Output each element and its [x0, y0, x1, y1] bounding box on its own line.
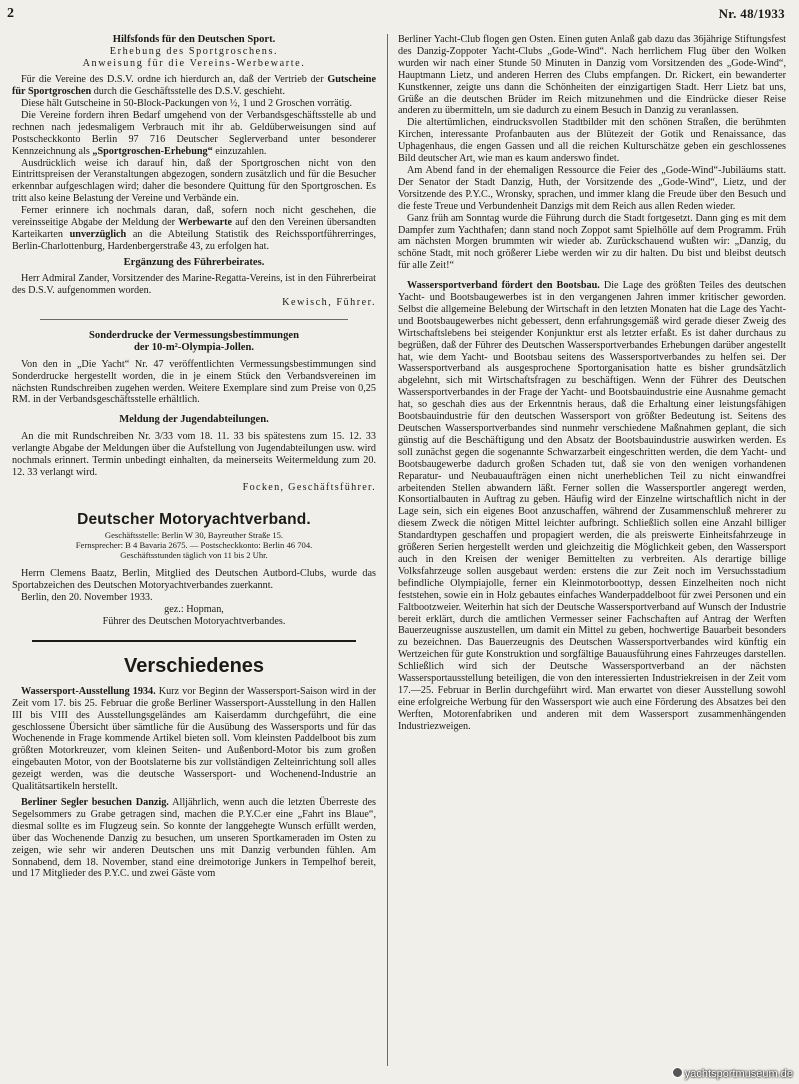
motoryacht-info: Geschäftsstunden täglich von 11 bis 2 Uhr.: [120, 550, 268, 561]
sonderdrucke-title-2: der 10-m²-Olympia-Jollen.: [133, 342, 255, 354]
motoryacht-info: Fernsprecher: B 4 Bavaria 2675. — Postscheckkonto: Berlin 46 704.: [75, 540, 313, 551]
issue-number: Nr. 48/1933: [718, 6, 785, 21]
sonderdrucke-paragraph: Von den in „Die Yacht“ Nr. 47 veröffentlichten Vermessungsbestimmungen sind Sonderdrucke hergestellt worden, die in je einem Stück den Verbandsvereinen im nächsten Rundschreiben zugehen werden. Weitere Exemplare sind zum Preise von 0,25 RM. in der Verbandsgeschäftsstelle erhältlich.: [12, 358, 376, 406]
danzig-paragraph: Die altertümlichen, eindrucksvollen Stadtbilder mit den schönen Straßen, die berühmten Kirchen, interessante Profanbauten aus der Blütezeit der Gotik und Renaissance, das Uphagenhaus, die engen Gassen und all die reichen Kulturschätze geben ein geschlossenes Bild deutscher Art, wie man es kaum anderswo findet.: [398, 117, 786, 165]
jugend-paragraph: An die mit Rundschreiben Nr. 3/33 vom 18. 11. 33 bis spätestens zum 15. 12. 33 verlangte Abgabe der Meldungen über die Aufstellung von Jugendabteilungen usw. wird nochmals erinnert. Termin unbedingt einhalten, da meinerseits Weitermeldung zum 20. 12. 33 verlangt wird.: [12, 430, 376, 478]
motoryacht-paragraph: Berlin, den 20. November 1933.: [21, 592, 153, 604]
hilfsfonds-subtitle-2: Anweisung für die Vereins-Werbewarte.: [82, 58, 306, 70]
hilfsfonds-section: [12, 34, 376, 253]
hilfsfonds-paragraph: Ausdrücklich weise ich darauf hin, daß der Sportgroschen nicht von den Eintrittspreisen der Veranstaltungen abgezogen, sondern zusätzlich und für die Besucher erkennbar aufgeschlagen wird; daher die besondere Quittung für den Sportgroschen. Es tritt also keine Belastung der Vereine und Verbände ein.: [12, 157, 376, 205]
hilfsfonds-paragraph: Für die Vereine des D.S.V. ordne ich hierdurch an, daß der Vertrieb der Gutscheine für Sportgroschen durch die Geschäftsstelle des D.S.V. geschieht.: [12, 74, 376, 98]
motoryacht-title: Deutscher Motoryachtverband.: [77, 511, 311, 529]
motoryacht-info: Geschäftsstelle: Berlin W 30, Bayreuther Straße 15.: [104, 530, 284, 541]
ausstellung-paragraph: Wassersport-Ausstellung 1934. Kurz vor Beginn der Wassersport-Saison wird in der Zeit vom 17. bis 25. Februar die große Berliner Wassersport-Ausstellung in den Hallen III bis VIII des Ausstellungsgeländes am Kaiserdamm durchgeführt, die eine geschlossene Übersicht über sämtliche für die Ausübung des Wassersports und für das Wochenende in Frage kommende Artikel bieten soll. Vom kleinsten Paddelboot bis zum größten Motorkreuzer, vom kleinen Seiten- und Außenbord-Motor bis zum großen eingebauten Motor, von der Bootslaterne bis zur vollständigen Zelteinrichtung soll alles gezeigt werden, was die deutsche Wassersport- und Wochenend-Industrie an Qualitätsartikeln herstellt.: [12, 685, 376, 793]
danzig-paragraph: Berliner Yacht-Club flogen gen Osten. Einen guten Anlaß gab dazu das 36jährige Stiftungsfest des Danzig-Zoppoter Yacht-Clubs „Gode-Wind“. Nach herrlichem Flug über den Wolken wurden wir nach einer Stunde 50 Minuten in Danzig vom Vorsitzenden des „Gode-Wind“, Hauptmann Lietz, und anderen Herren des Clubs empfangen. Dr. Rickert, ein bewanderter Kunstkenner, zeigte uns dann die Schönheiten der einzigartigen Stadt. Herr Lietz bat uns, Grüße an die deutschen Brüder im Reich mitzunehmen und die Eindrücke dieser Reise anderen zu übermitteln, um sie dadurch zu einem Besuch in Danzig zu veranlassen.: [398, 34, 786, 117]
fuehrerbeirat-signature: Kewisch, Führer.: [282, 297, 376, 309]
motoryacht-paragraph: Herrn Clemens Baatz, Berlin, Mitglied des Deutschen Autbord-Clubs, wurde das Sportabzeichen des Deutschen Motoryachtverbandes zuerkannt.: [12, 568, 376, 592]
fuehrerbeirat-title: Ergänzung des Führerbeirates.: [123, 256, 265, 268]
right-column: [398, 34, 786, 733]
segler-paragraph: Berliner Segler besuchen Danzig. Alljährlich, wenn auch die letzten Überreste des Segelsommers zu Grabe getragen sind, machen die P.Y.C.er eine „Fahrt ins Blaue“, diesmal sollte es im Flugzeug sein. So konnte der langgehegte Wunsch erfüllt werden, über das Wochenende Danzig zu besuchen, um unseren Sportkameraden im Osten zu zeigen, wie sehr wir anderen Deutschen uns mit Danzig verbunden fühlen. Am Sonnabend, dem 18. November, stand eine dreimotorige Junkers in Tempelhof bereit, und 17 Mitglieder des P.Y.C. und zwei Gäste vom: [12, 797, 376, 880]
jugend-section: [12, 414, 376, 494]
hilfsfonds-subtitle-1: Erhebung des Sportgroschens.: [109, 46, 279, 58]
column-divider: [387, 34, 388, 1066]
hilfsfonds-title: Hilfsfonds für den Deutschen Sport.: [112, 34, 276, 45]
verschiedenes-title: Verschiedenes: [123, 654, 265, 677]
verschiedenes-section: [12, 654, 376, 881]
jugend-title: Meldung der Jugendabteilungen.: [119, 414, 269, 426]
hilfsfonds-paragraph: Diese hält Gutscheine in 50-Block-Packungen von ½, 1 und 2 Groschen vorrätig.: [21, 98, 353, 110]
sonderdrucke-section: [12, 330, 376, 406]
motoryacht-section: [12, 510, 376, 628]
section-rule: [32, 640, 356, 642]
separator: [40, 319, 348, 320]
danzig-paragraph: Ganz früh am Sonntag wurde die Führung durch die Stadt fortgesetzt. Dann ging es mit dem Dampfer zum Yachthafen; dann stand noch Zoppot samt Spielhölle auf dem Programm. Früh am nächsten Morgen brummten wir wieder ab. Zurückschauend wußten wir: „Danzig, du schöne Stadt, mit noch größerer Liebe werden wir zu dir halten. Du bist und bleibst deutsch für alle Zeit!“: [398, 212, 786, 272]
hilfsfonds-paragraph: Ferner erinnere ich nochmals daran, daß, sofern noch nicht geschehen, die vereinsseitige Abgabe der Meldung der Werbewarte auf den den Vereinen übersandten Karteikarten unverzüglich an die Abteilung Statistik des Reichssportführerringes, Berlin-Charlottenburg, Hardenbergerstraße 43, zu erfolgen hat.: [12, 205, 377, 252]
hilfsfonds-paragraph: Die Vereine fordern ihren Bedarf umgehend von der Verbandsgeschäftsstelle ab und rechnen nach jedesmaligem Verbrauch mit ihr ab. Geldüberweisungen sind auf Postscheckkonto Berlin 97 716 Deutscher Seglerverband unter besonderer Kennzeichnung als „Sportgroschen-Erhebung“ einzuzahlen.: [12, 109, 376, 157]
fuehrerbeirat-paragraph: Herr Admiral Zander, Vorsitzender des Marine-Regatta-Vereins, ist in den Führerbeirat des D.S.V. aufgenommen worden.: [12, 273, 376, 297]
left-column: [12, 34, 376, 880]
motoryacht-signature: gez.: Hopman,: [164, 604, 224, 616]
watermark: yachtsportmuseum.de: [672, 1067, 793, 1080]
page-number: 2: [7, 6, 14, 21]
motoryacht-signature-role: Führer des Deutschen Motoryachtverbandes.: [102, 615, 286, 627]
sonderdrucke-title: Sonderdrucke der Vermessungsbestimmungen: [89, 329, 299, 341]
danzig-paragraph: Am Abend fand in der ehemaligen Ressource die Feier des „Gode-Wind“-Jubiläums statt. Der Senator der Stadt Danzig, Huth, der Vorsitzende des „Gode-Wind“, Lietz, und der Vorsitzende des P.Y.C., Wronsky, sprachen, und immer klang die Freude über den Besuch und die feste Treue und Verbundenheit Danzigs mit dem Reich aus allen Reden wieder.: [398, 164, 786, 212]
bootsbau-paragraph: Wassersportverband fördert den Bootsbau. Die Lage des größten Teiles des deutschen Yacht- und Bootsbaugewerbes ist in den vergangenen Jahren immer kritischer geworden. Selbst die allgemeine Belebung der Wirtschaft in den letzten Monaten hat die Lage des Yacht- und Bootsbaugewerbes nicht gebessert, denn erfahrungsgemäß wird gerade dieser Zweig des Wirtschaftslebens bei steigender Konjunktur erst als letzter erfaßt. Es ist daher durchaus zu begrüßen, daß der Führer des Deutschen Wassersportverbandes Erhebungen darüber angestellt hat, wie dem Yacht- und Bootsbau seitens des Wassersportverbandes zu helfen sei. Der Wassersportverband als ausgesprochene Sportorganisation hatte es bisher grundsätzlich abgelehnt, sich mit Wirtschaftsfragen zu beschäftigen. Wenn der Führer des Deutschen Wassersportverbandes in der Frage der Yacht- und Bootsbauindustrie eine Ausnahme gemacht hat, so geschah dies aus der Erkenntnis heraus, daß die Erhaltung einer leistungsfähigen Bootsbauindustrie für den deutschen Wassersport von größter Bedeutung ist. Seitens des Deutschen Wassersportverbandes sind nunmehr verschiedene Maßnahmen geplant, die sich günstig auf die Beschäftigung und den Absatz der Bootsbauindustrie auswirken werden. Es soll zunächst gegen die sogenannte Schwarzarbeit eingeschritten werden, die dem Yacht- und Bootsbaugewerbe dadurch großen Schaden tut, daß sie von den wenigen vorhandenen Reparatur- und Neubauaufträgen einen nicht unerheblichen Teil zu nicht einwandfrei arbeitenden Stellen abwandern läßt. Ferner sollen die Wassersportler angeregt werden, Konsortialbauten in Auftrag zu geben. Häufig wird der Einzelne wirtschaftlich nicht in der Lage sein, sich ein eigenes Boot anzuschaffen, während der Zusammenschluß mehrerer zu diesem Zweck die nötigen Mittel leichter aufbringt. Schließlich sollen eine Anzahl billiger Standardtypen geschaffen und propagiert werden, die als preiswerte Einheitsfahrzeuge in größeren Serien hergestellt werden und gleichzeitig die Möglichkeit geben, den Wassersport auch in den Kreisen der weniger Bemittelten zu verbreiten. Als derartige billige Volksfahrzeuge sollen ausgebaut werden: erstens die zur Zeit noch im Versuchsstadium befindliche Olympiajolle, ferner ein Kleinmotorboottyp, dessen Einzelheiten noch nicht feststehen, sowie ein in Holz gebautes einfaches Wanderpaddelboot für zwei Personen und ein Faltbootzweier. Weiterhin hat sich der Deutsche Wassersportverband auf Wunsch der Industrie bereit erklärt, durch die amtlichen Vermesser seiner Fachschaften auf Antrag der Werften Bauerzeugnisse auszustellen, um damit ein Mittel zu geben, hochwertige Bauarbeit besonders zu bezeichnen. Das Bauerzeugnis des Deutschen Wassersportverbandes wird künftig ein Wertzeichen für gute Konstruktion und sorgfältige Bauausführung eines Fahrzeuges darstellen. Schließlich wird sich der Deutsche Wassersportverband an der nächsten Wassersportausstellung beteiligen, die von den interessierten Industriekreisen in der Zeit vom 17.—25. Februar in Berlin durchgeführt wird. Man erwartet von dieser Ausstellung sowohl eine erfolgreiche Werbung für den Wassersport wie auch eine Förderung des Absatzes bei den Werften, Motorenfabriken und anderen mit dem Wassersport zusammenhängenden Industriezweigen.: [398, 280, 786, 732]
fuehrerbeirat-section: [12, 257, 376, 309]
jugend-signature: Focken, Geschäftsführer.: [242, 482, 376, 494]
globe-icon: [672, 1067, 683, 1078]
